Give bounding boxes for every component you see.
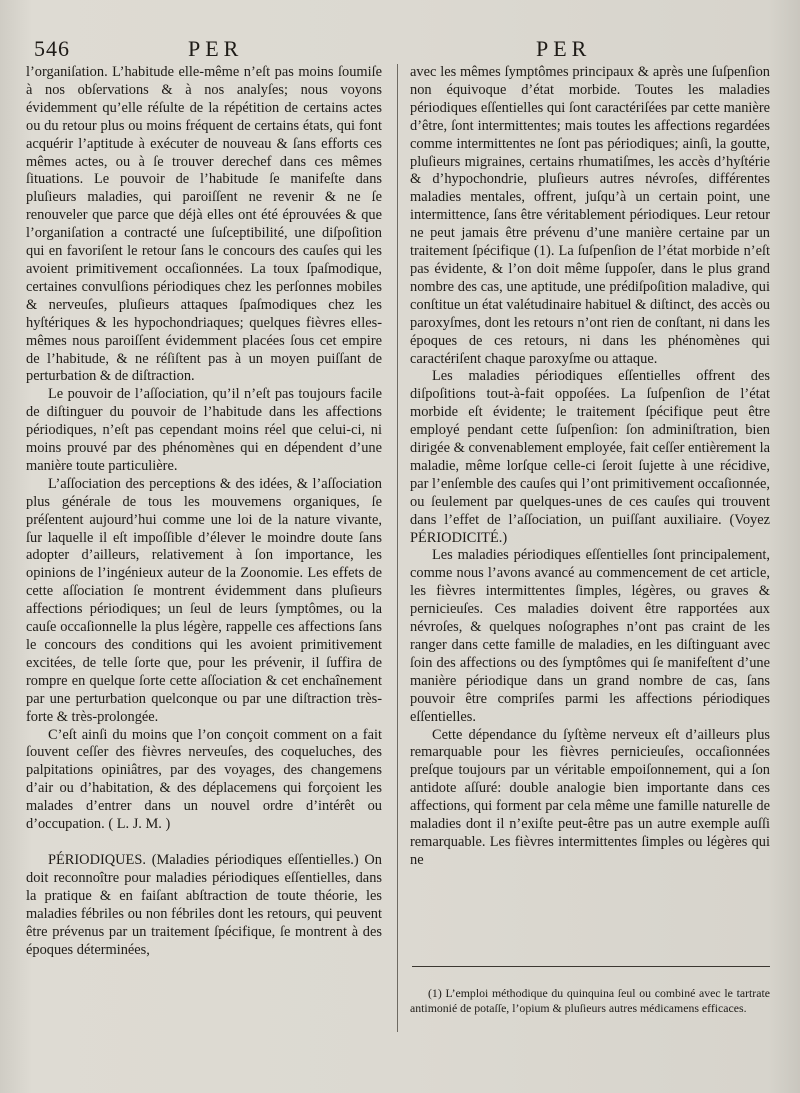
paragraph: Les maladies périodiques eſſentielles ſont principalement, comme nous l’avons avancé au commencement de cet article, les fièvres intermittentes ſimples, légères, ou graves & pernicieuſes. Ces maladies doivent être rapportées aux névroſes, & quelques noſographes n’ont pas craint de les ranger dans cette famille de maladies, en les diſtinguant avec ſoin des affections ou des ſymptômes qui ſe manifeſtent d’une manière périodique dans un grand nombre de cas, ſans pouvoir être compriſes parmi les affections périodiques eſſentielles. <box>410 547 770 725</box>
footnote <box>410 986 770 1016</box>
paragraph: Le pouvoir de l’aſſociation, qu’il n’eſt pas toujours facile de diſtinguer du pouvoir de l’habitude dans les affections périodiques, n’eſt pas cependant moins réel que celui-ci, ni moins prouvé par des phénomènes qui en dépendent d’une manière toute particulière. <box>26 386 382 474</box>
footnote-text: (1) L’emploi méthodique du quinquina ſeul ou combiné avec le tartrate antimonié de potaſſe, l’opium & pluſieurs autres médicamens efficaces. <box>410 986 770 1015</box>
paragraph: avec les mêmes ſymptômes principaux & après une ſuſpenſion non équivoque d’état morbide. Toutes les maladies périodiques eſſentielles qui ſont caractériſées par cette manière d’être, ſont intermittentes; mais toutes les affections regardées comme intermittentes ne ſont pas périodiques; ainſi, la goutte, pluſieurs migraines, certains rhumatiſmes, les accès d’hyſtérie & d’hypochondrie, pluſieurs autres névroſes, différentes maladies mentales, offrent, juſqu’à un certain point, une intermittence, ſans être véritablement périodiques. Leur retour ne peut jamais être prévenu d’une manière certaine par un traitement ſpécifique (1). La ſuſpenſion de l’état morbide n’eſt pas évidente, & l’on doit même ſuppoſer, dans le plus grand nombre des cas, une aptitude, une prédiſpoſition maladive, qui conſtitue un état valétudinaire habituel & diſtinct, des accès ou paroxyſmes, dont les retours n’ont rien de conſtant, ni dans les époques de ces retours, ni dans les phénomènes qui caractériſent chaque paroxyſme ou attaque. <box>410 64 770 367</box>
paragraph: C’eſt ainſi du moins que l’on conçoit comment on a fait ſouvent ceſſer des fièvres nerveuſes, des coqueluches, des palpitations opiniâtres, par des voyages, des changemens d’air ou d’habitation, & des déplacemens qui forçoient les malades d’entrer dans un nouvel ordre d’intérêt ou d’occupation. ( L. J. M. ) <box>26 726 382 833</box>
entry-periodiques: PÉRIODIQUES. (Maladies périodiques eſſentielles.) On doit reconnoître pour maladies périodiques eſſentielles, dans la pratique & en faiſant abſtraction de toute théorie, les maladies fébriles ou non fébriles dont les retours, qui peuvent être prévenus par un traitement ſpécifique, ſe montrent à des époques déterminées, <box>26 851 382 958</box>
paragraph: Les maladies périodiques eſſentielles offrent des diſpoſitions tout-à-fait oppoſées. La ſuſpenſion de l’état morbide eſt évidente; le traitement ſpécifique peut être employé pendant cette ſuſpenſion: ſon adminiſtration, bien dirigée & convenablement employée, fait ceſſer entièrement la maladie, même lorſque celle-ci ſeroit ſujette à une récidive, par l’enſemble des cauſes qui l’ont primitivement occaſionnée, ou ſeulement par quelques-unes de ces cauſes qui trouvent dans l’effet de l’aſſociation, un puiſſant auxiliaire. (Voyez PÉRIODICITÉ.) <box>410 368 770 546</box>
page-number: 546 <box>34 36 70 61</box>
right-column <box>410 64 770 870</box>
left-column <box>26 64 382 959</box>
paragraph: l’organiſation. L’habitude elle-même n’eſt pas moins ſoumiſe à nos obſervations & à nos analyſes; nous voyons évidemment qu’elle réſulte de la répétition de certains actes ou du retour plus ou moins fréquent de certains états, qui font acquérir l’aptitude à exécuter de nouveau & ſans efforts ces mêmes actes, ou à ſe trouver derechef dans ces mêmes ſituations. Le pouvoir de l’habitude ſe manifeſte dans pluſieurs maladies, qui paroiſſent ne revenir & ne ſe renouveler que parce que déjà elles ont été éprouvées & que l’organiſation a contracté une ſuſceptibilité, une diſpoſition qui en favoriſent le retour ſans le concours des cauſes qui les avoient primitivement occaſionnées. La toux ſpaſmodique, certaines convulſions périodiques chez les perſonnes mobiles & nerveuſes, pluſieurs attaques ſpaſmodiques chez les hyſtériques & les hypochondriaques; quelques fièvres elles-mêmes nous paroiſſent évidemment placées ſous cet empire de l’habitude, & ne réſiſtent pas à un moyen puiſſant de perturbation & de diſtraction. <box>26 64 382 385</box>
right-running-head: PER <box>536 36 592 61</box>
page-header <box>0 36 800 66</box>
column-divider <box>397 64 398 1032</box>
paragraph: L’aſſociation des perceptions & des idées, & l’aſſociation plus générale de tous les mouvemens organiques, ſe préſentent aujourd’hui comme une loi de la nature vivante, ſur laquelle il eſt impoſſible d’élever le moindre doute ſans adopter d’ailleurs, relativement à ſon importance, les opinions de l’ingénieux auteur de la Zoonomie. Les effets de cette aſſociation ſe montrent évidemment dans pluſieurs affections périodiques; un ſeul de leurs ſymptômes, ou la cauſe occaſionnelle la plus légère, rappelle ces affections ſans le concours des conditions qui les avoient primitivement excitées, de telle ſorte que, pour les prévenir, il ſuffira de rompre en quelque ſorte cette aſſociation & cet enchaînement par une perturbation quelconque ou par une diſtraction très-forte & très-prolongée. <box>26 475 382 725</box>
left-running-head: PER <box>188 36 244 61</box>
footnote-rule <box>412 966 770 967</box>
paragraph: Cette dépendance du ſyſtème nerveux eſt d’ailleurs plus remarquable pour les fièvres pernicieuſes, occaſionnées preſque toujours par un véritable empoiſonnement, qui a ſon antidote aſſuré: double analogie bien importante dans ces affections, qui forment par cela même une famille naturelle de maladies dont il n’exiſte peut-être pas un autre exemple auſſi remarquable. Les fièvres intermittentes ſimples ou légères qui ne <box>410 726 770 868</box>
